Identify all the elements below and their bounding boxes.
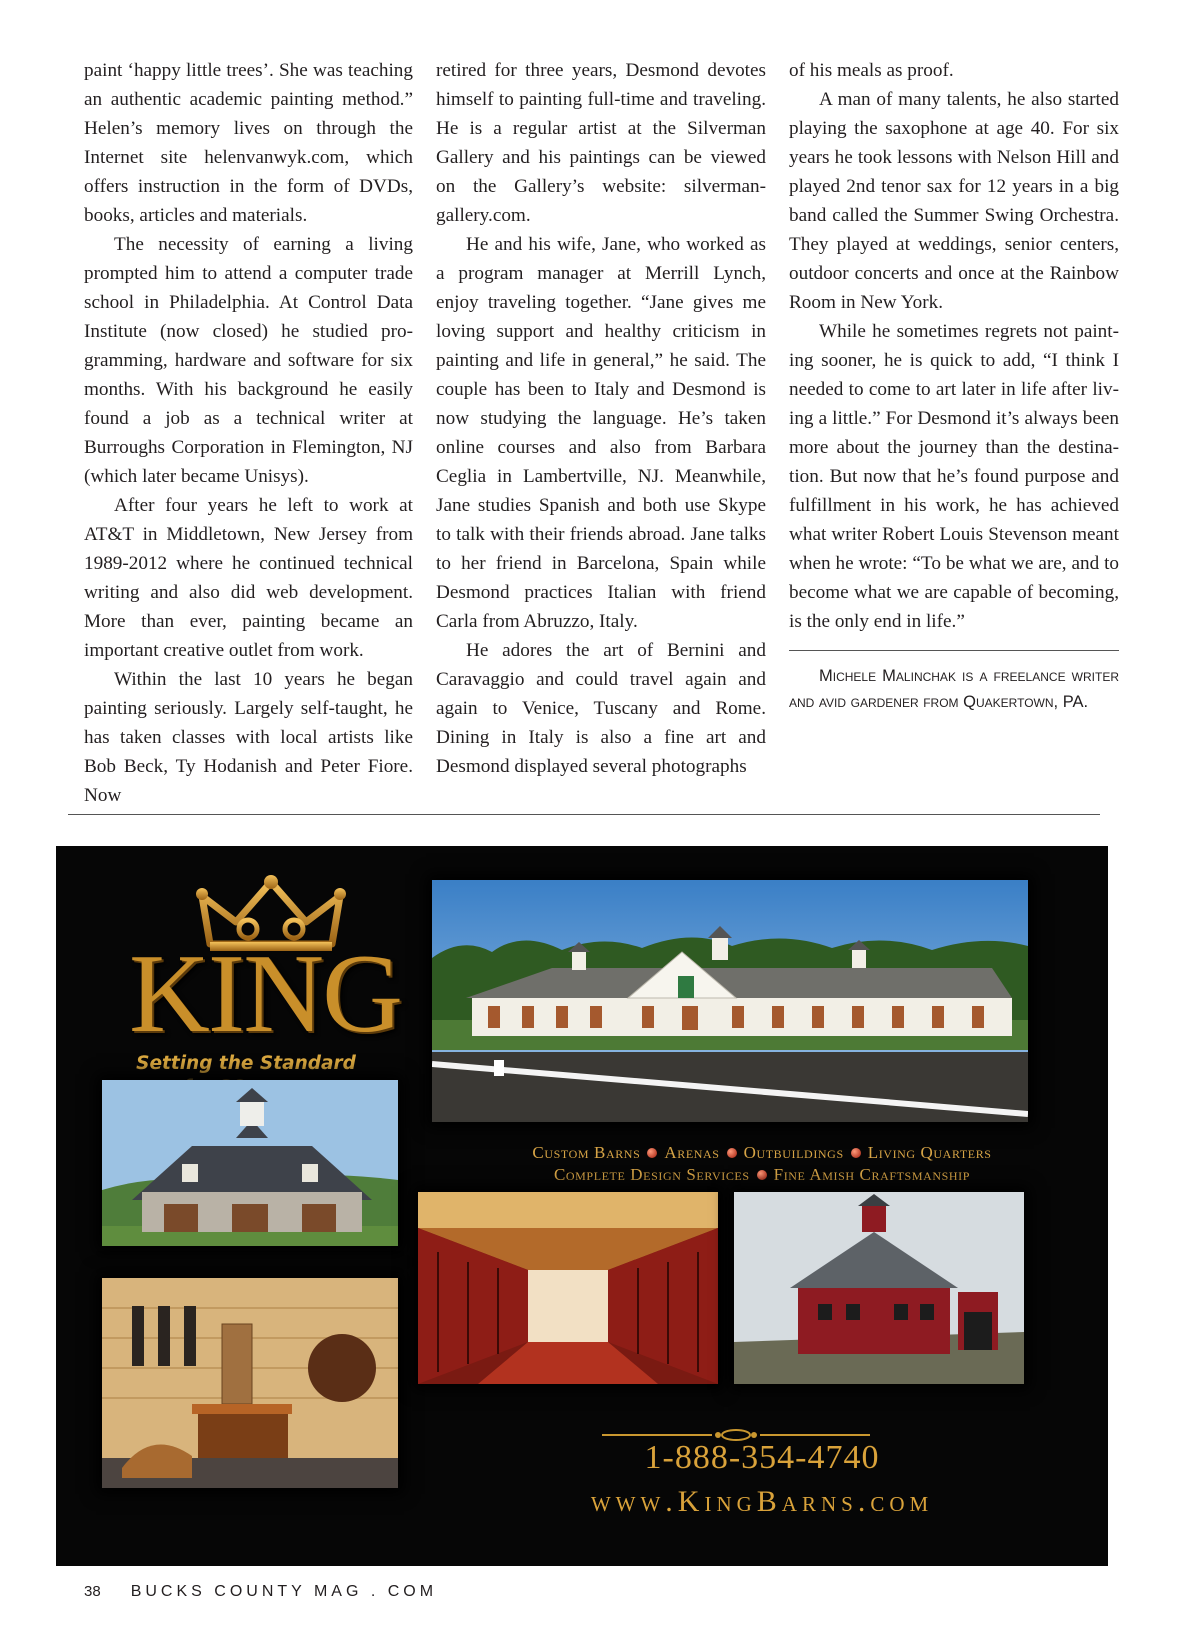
paragraph: paint ‘happy little trees’. She was teaching an authentic academic painting method.” Helen’s memory lives on through the Internet site helenvanwyk.com, which offers instruction in the form of DVDs, books, articles and materials. — [84, 60, 413, 226]
url-prefix: www. — [590, 1485, 678, 1518]
brand-name: KING — [129, 932, 401, 1056]
page-divider — [68, 814, 1100, 815]
page-footer — [84, 1583, 437, 1601]
paragraph: He and his wife, Jane, who worked as a program manager at Merrill Lynch, enjoy traveling together. “Jane gives me loving support and healthy criticism in painting and life in general,” he said. The couple has been to Italy and Desmond is now studying the language. He’s taken online courses and also from Barbara Ceglia in Lambertville, NJ. Meanwhile, Jane studies Spanish and both use Skype to talk with their friends abroad. Jane talks to her friend in Barcelona, Spain while Desmond practices Italian with friend Carla from Abruzzo, Italy. — [436, 234, 766, 632]
paragraph: retired for three years, Desmond devotes himself to painting full-time and traveling. He is a regular artist at the Silverman Gallery and his paintings can be viewed on the Gallery’s website: silvermangallery.com. — [436, 60, 766, 226]
paragraph: After four years he left to work at AT&T in Middletown, New Jersey from 1989-2012 where he continued technical writing and also did web development. More than ever, painting became an important creative outlet from work. — [84, 495, 413, 661]
carriage-house-photo — [102, 1080, 398, 1246]
article-column-1 — [84, 56, 413, 810]
paragraph: The necessity of earning a living prompted him to attend a computer trade school in Philadelphia. At Control Data Institute (now closed) he studied programming, hardware and software for six months. With his background he easily found a job as a technical writer at Burroughs Corporation in Flemington, NJ (which later became Unisys). — [84, 234, 413, 487]
service-item: Outbuildings — [743, 1143, 844, 1162]
red-barn-photo — [734, 1192, 1024, 1384]
author-bio: Michele Malinchak is a freelance writer and avid gardener from Quakertown, PA. — [789, 667, 1119, 711]
page-number: 38 — [84, 1583, 101, 1600]
url-main: KingBarns — [677, 1485, 858, 1518]
horse-barn-photo — [432, 880, 1028, 1122]
tagline-line-1: Setting the Standard — [136, 1053, 356, 1074]
king-barns-advertisement — [56, 846, 1108, 1566]
paragraph: Within the last 10 years he began painting seriously. Largely self-taught, he has taken classes with local artists like Bob Beck, Ty Hodanish and Peter Fiore. Now — [84, 669, 413, 806]
url-suffix: .com — [857, 1485, 934, 1518]
paragraph: of his meals as proof. — [789, 60, 954, 81]
services-line-1 — [416, 1142, 1108, 1164]
article-column-2 — [436, 56, 766, 781]
bio-divider — [789, 650, 1119, 651]
service-item: Fine Amish Craftsmanship — [773, 1165, 971, 1184]
bullet-icon — [757, 1170, 767, 1180]
article-column-3 — [789, 56, 1119, 715]
paragraph: While he sometimes regrets not painting sooner, he is quick to add, “I think I needed to come to art later in life after living a little.” For Desmond it’s always been more about the journey than the destination. But now that he’s found purpose and fulfillment in his work, he has achieved what writer Robert Louis Stevenson meant when he wrote: “To be what we are, and to become what we are capable of becoming, is the only end in life.” — [789, 321, 1119, 632]
bullet-icon — [647, 1148, 657, 1158]
services-line-2 — [416, 1164, 1108, 1186]
publication-name: BUCKS COUNTY MAG . COM — [130, 1583, 438, 1600]
website-url — [416, 1482, 1108, 1522]
service-item: Arenas — [664, 1143, 720, 1162]
stable-aisle-photo — [418, 1192, 718, 1384]
paragraph: A man of many talents, he also started playing the saxophone at age 40. For six years he took lessons with Nelson Hill and played 2nd tenor sax for 12 years in a big band called the Summer Swing Orchestra. They played at weddings, senior centers, outdoor concerts and once at the Rainbow Room in New York. — [789, 89, 1119, 313]
phone-number: 1-888-354-4740 — [644, 1439, 880, 1476]
paragraph: He adores the art of Bernini and Caravaggio and could travel again and again to Venice, Tuscany and Rome. Dining in Italy is also a fine art and Desmond displayed several photographs — [436, 640, 766, 777]
service-item: Complete Design Services — [553, 1165, 750, 1184]
service-item: Custom Barns — [532, 1143, 641, 1162]
bullet-icon — [851, 1148, 861, 1158]
service-item: Living Quarters — [867, 1143, 992, 1162]
bullet-icon — [727, 1148, 737, 1158]
tack-room-photo — [102, 1278, 398, 1488]
services-list — [416, 1142, 1108, 1186]
